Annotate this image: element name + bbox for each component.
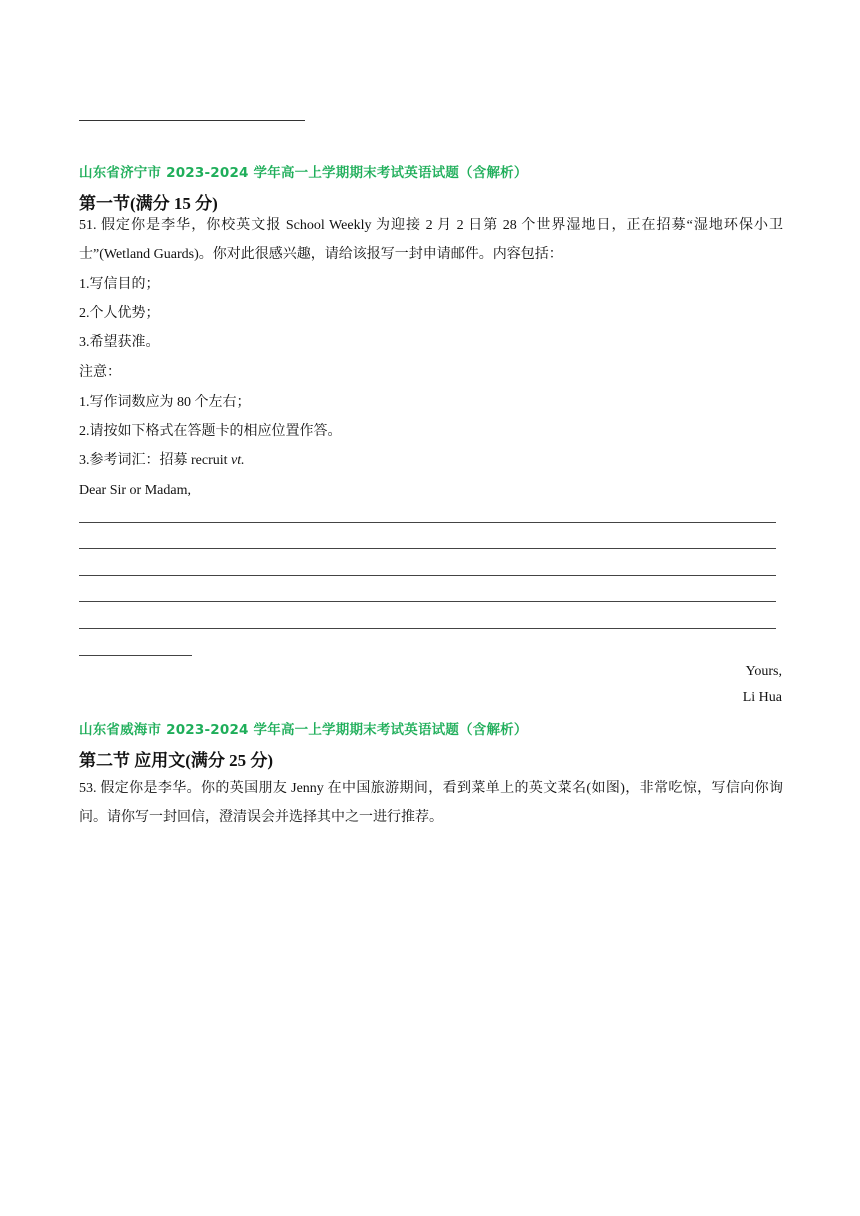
q51-prompt: 51. 假定你是李华，你校英文报 School Weekly 为迎接 2 月 2 日第 28 个世界湿地日，正在招募“湿地环保小卫士”(Wetland Guards)。你对此很感兴趣，请给该报写一封申请邮件。内容包括： — [79, 218, 783, 262]
answer-line[interactable] — [79, 628, 776, 629]
q51-point-1: 1.写信目的； — [79, 277, 160, 292]
answer-line[interactable] — [79, 575, 776, 576]
answer-line[interactable] — [79, 601, 776, 602]
q51-closing: Yours, — [745, 664, 782, 679]
answer-line[interactable] — [79, 548, 776, 549]
q53-source: 山东省威海市 2023-2024 学年高一上学期期末考试英语试题（含解析） — [79, 722, 528, 738]
q51-point-3: 3.希望获准。 — [79, 335, 160, 350]
top-answer-line — [79, 120, 305, 121]
q51-section-title: 第一节(满分 15 分) — [79, 194, 218, 213]
q51-note-2: 2.请按如下格式在答题卡的相应位置作答。 — [79, 424, 342, 439]
q51-notes-label: 注意： — [79, 365, 121, 380]
q53-section-title: 第二节 应用文(满分 25 分) — [79, 751, 274, 770]
q53-prompt: 53. 假定你是李华。你的英国朋友 Jenny 在中国旅游期间，看到菜单上的英文菜名(如图)，非常吃惊，写信向你询问。请你写一封回信，澄清误会并选择其中之一进行推荐。 — [79, 781, 783, 825]
q51-note-3 — [79, 452, 245, 470]
q51-note-1: 1.写作词数应为 80 个左右； — [79, 395, 251, 410]
q51-vocab-pos: vt. — [231, 453, 245, 468]
q51-vocab-text: 3.参考词汇：招募 recruit — [79, 453, 232, 468]
q51-signature: Li Hua — [742, 690, 782, 705]
q51-salutation: Dear Sir or Madam, — [79, 483, 191, 498]
q51-source: 山东省济宁市 2023-2024 学年高一上学期期末考试英语试题（含解析） — [79, 165, 528, 181]
answer-line[interactable] — [79, 522, 776, 523]
answer-line-short[interactable] — [79, 655, 192, 656]
q51-point-2: 2.个人优势； — [79, 306, 160, 321]
